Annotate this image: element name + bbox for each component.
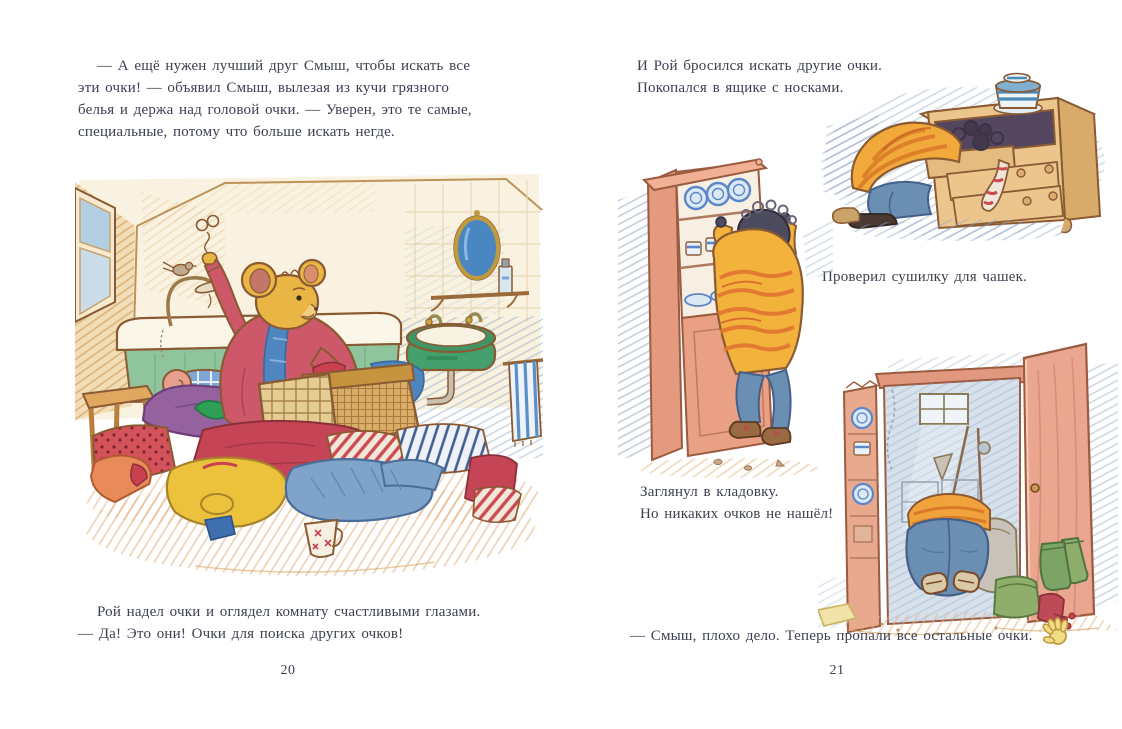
page-number-right: 21 xyxy=(829,663,845,678)
green-bag xyxy=(994,576,1040,617)
caption-closing xyxy=(630,625,1033,647)
left-intro-paragraph xyxy=(78,55,472,143)
green-boots xyxy=(1040,538,1087,590)
page-number-left: 20 xyxy=(280,663,296,678)
roy-crouching xyxy=(907,494,991,596)
bathroom-laundry-illustration xyxy=(75,168,545,595)
floor-crumbs xyxy=(638,458,818,478)
cup-rack-illustration xyxy=(618,150,833,482)
pantry-closet-illustration xyxy=(818,330,1118,648)
caption-pantry xyxy=(640,481,833,525)
side-shelf-column xyxy=(844,381,880,632)
text-line: специальные, потому что больше искать негде. xyxy=(78,124,395,140)
text-line: Рой надел очки и оглядел комнату счастливыми глазами. xyxy=(97,604,481,620)
text-line: белья и держа над головой очки. — Уверен, это те самые, xyxy=(78,102,472,118)
text-line: Покопался в ящике с носками. xyxy=(637,80,844,96)
text-line: Но никаких очков не нашёл! xyxy=(640,506,834,522)
text-line: — А ещё нужен лучший друг Смыш, чтобы искать все xyxy=(97,58,471,74)
text-line: И Рой бросился искать другие очки. xyxy=(637,58,883,74)
text-line: — Смыш, плохо дело. Теперь пропали все остальные очки. xyxy=(630,628,1033,644)
page-right xyxy=(561,0,1122,729)
text-line: — Да! Это они! Очки для поиска других очков! xyxy=(78,626,404,642)
floor-shadow xyxy=(853,219,1073,241)
left-outro-paragraph xyxy=(78,601,480,645)
chest-of-drawers xyxy=(921,98,1100,233)
caption-cup-rack xyxy=(822,266,1027,288)
raised-paw xyxy=(202,253,217,264)
bathroom-window xyxy=(75,188,115,322)
text-line: эти очки! — объявил Смыш, вылезая из кучи грязного xyxy=(78,80,450,96)
dresser-drawer-illustration xyxy=(813,68,1108,246)
blue-striped-pot xyxy=(994,74,1042,115)
text-line: Проверил сушилку для чашек. xyxy=(822,269,1028,285)
text-line: Заглянул в кладовку. xyxy=(640,484,779,500)
